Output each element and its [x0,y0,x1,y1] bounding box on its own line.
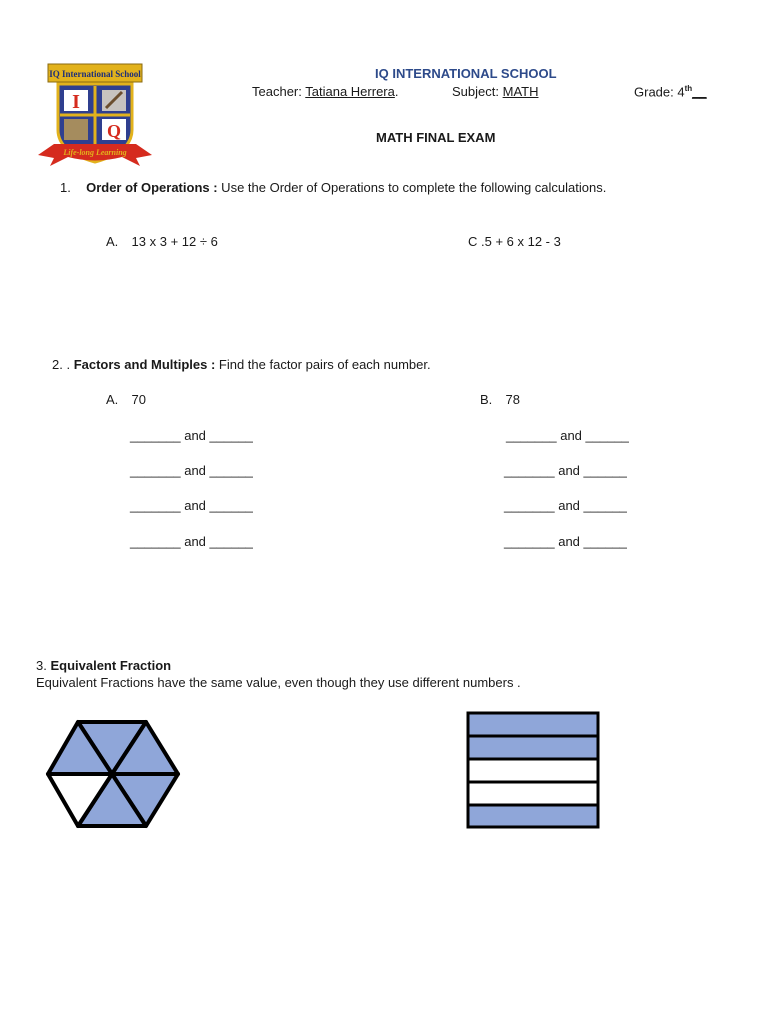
q1-number: 1. [60,180,71,195]
q2-number: 2. . [52,357,71,372]
bar-strip-4 [468,782,598,805]
q1-a-expression: 13 x 3 + 12 ÷ 6 [131,234,218,249]
q1-heading: Order of Operations : [86,180,218,195]
q1-instruction: Use the Order of Operations to complete the following calculations. [217,180,607,195]
teacher-line [252,84,399,99]
bar-strip-3 [468,759,598,782]
subject-value: MATH [502,84,539,99]
teacher-label: Teacher: [252,84,302,99]
bar-strip-2 [468,736,598,759]
q2-a-pair-4[interactable]: _______ and ______ [130,534,253,549]
logo-banner-text: IQ International School [49,69,141,79]
q2-a-value: 70 [131,392,147,407]
question-1 [60,180,606,195]
q2-instruction: Find the factor pairs of each number. [215,357,431,372]
question-2 [52,357,431,372]
q2-b-label: B. [480,392,493,407]
q1-item-a [106,234,218,249]
logo-letter-i: I [72,91,80,113]
q2-b-pair-3[interactable]: _______ and ______ [504,498,627,513]
q1-a-label: A. [106,234,119,249]
q2-a-label: A. [106,392,119,407]
bar-strip-1 [468,713,598,736]
question-3 [36,658,171,673]
school-name: IQ INTERNATIONAL SCHOOL [375,66,557,81]
hexagon-fraction-figure [40,710,190,840]
q2-b-value: 78 [505,392,521,407]
bar-fraction-figure [462,708,602,833]
q3-number: 3. [36,658,47,673]
q2-b-pair-1[interactable]: _______ and ______ [506,428,629,443]
q1-item-c: C .5 + 6 x 12 - 3 [468,234,561,249]
q2-a-pair-2[interactable]: _______ and ______ [130,463,253,478]
q2-item-b [480,392,520,407]
q3-heading: Equivalent Fraction [50,658,172,673]
q2-b-pair-2[interactable]: _______ and ______ [504,463,627,478]
subject-line [452,84,538,99]
q2-item-a [106,392,146,407]
subject-label: Subject: [452,84,499,99]
q3-description: Equivalent Fractions have the same value, even though they use different numbers . [36,675,521,690]
q2-b-pair-4[interactable]: _______ and ______ [504,534,627,549]
q2-heading: Factors and Multiples : [73,357,216,372]
grade-label: Grade: 4 [634,84,685,100]
school-crest-icon [36,60,166,170]
grade-blank: __ [692,84,707,100]
logo-ribbon-text: Life-long Learning [63,148,127,157]
grade-superscript: th [684,84,693,93]
q2-a-pair-1[interactable]: _______ and ______ [130,428,253,443]
logo-letter-q: Q [106,121,122,141]
teacher-suffix: . [394,84,399,99]
grade-line [634,84,707,99]
exam-title: MATH FINAL EXAM [376,130,496,145]
q2-a-pair-3[interactable]: _______ and ______ [130,498,253,513]
bar-strip-5 [468,805,598,827]
teacher-name: Tatiana Herrera [305,84,395,99]
